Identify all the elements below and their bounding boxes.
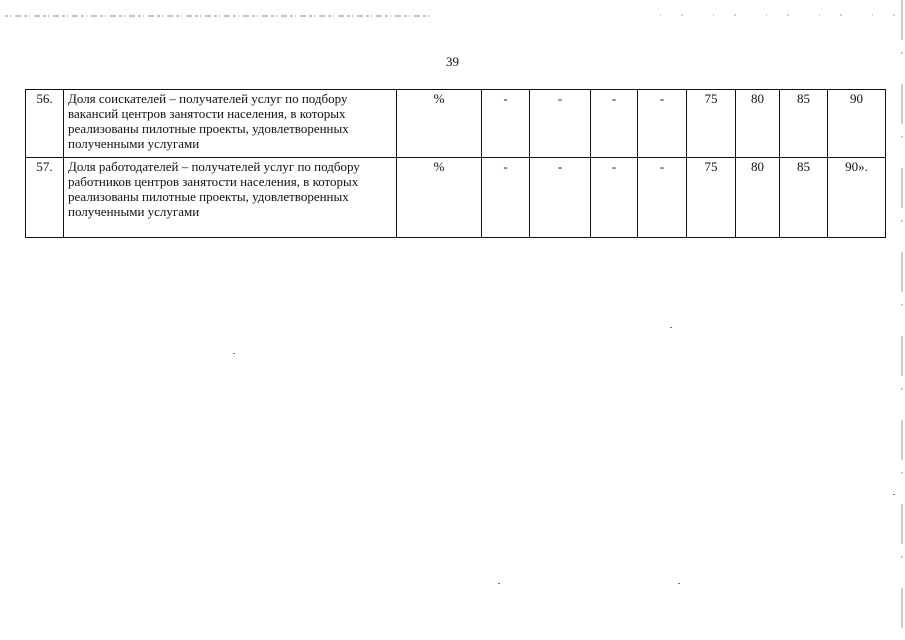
- scan-speck: [893, 494, 895, 495]
- value-cell: -: [530, 158, 591, 238]
- value-cell: 85: [780, 90, 828, 158]
- scan-speck: [233, 353, 235, 354]
- table-row: [26, 158, 886, 238]
- indicator-description: Доля соискателей – получателей услуг по подбору вакансий центров занятости населения, в которых реализованы пилотные проекты, удовлетворенных полученными услугами: [64, 90, 397, 158]
- scan-artifact-top: [0, 12, 905, 20]
- value-cell: 90: [828, 90, 886, 158]
- value-cell: 80: [736, 158, 780, 238]
- scan-speck: [670, 327, 672, 328]
- value-cell: -: [530, 90, 591, 158]
- scan-speck: [678, 583, 680, 584]
- value-cell: -: [638, 90, 687, 158]
- scan-speck: [498, 583, 500, 584]
- value-cell: 75: [687, 90, 736, 158]
- value-cell: 90».: [828, 158, 886, 238]
- scan-artifact-right: [901, 0, 903, 640]
- value-cell: -: [591, 158, 638, 238]
- value-cell: -: [482, 90, 530, 158]
- value-cell: -: [591, 90, 638, 158]
- row-number: 57.: [26, 158, 64, 238]
- table-row: [26, 90, 886, 158]
- value-cell: -: [638, 158, 687, 238]
- indicator-table: [25, 89, 886, 238]
- unit-cell: %: [397, 158, 482, 238]
- unit-cell: %: [397, 90, 482, 158]
- value-cell: 85: [780, 158, 828, 238]
- row-number: 56.: [26, 90, 64, 158]
- indicator-description: Доля работодателей – получателей услуг по подбору работников центров занятости населения, в которых реализованы пилотные проекты, удовлетворенных полученными услугами: [64, 158, 397, 238]
- value-cell: -: [482, 158, 530, 238]
- value-cell: 75: [687, 158, 736, 238]
- value-cell: 80: [736, 90, 780, 158]
- page-number: 39: [446, 54, 459, 69]
